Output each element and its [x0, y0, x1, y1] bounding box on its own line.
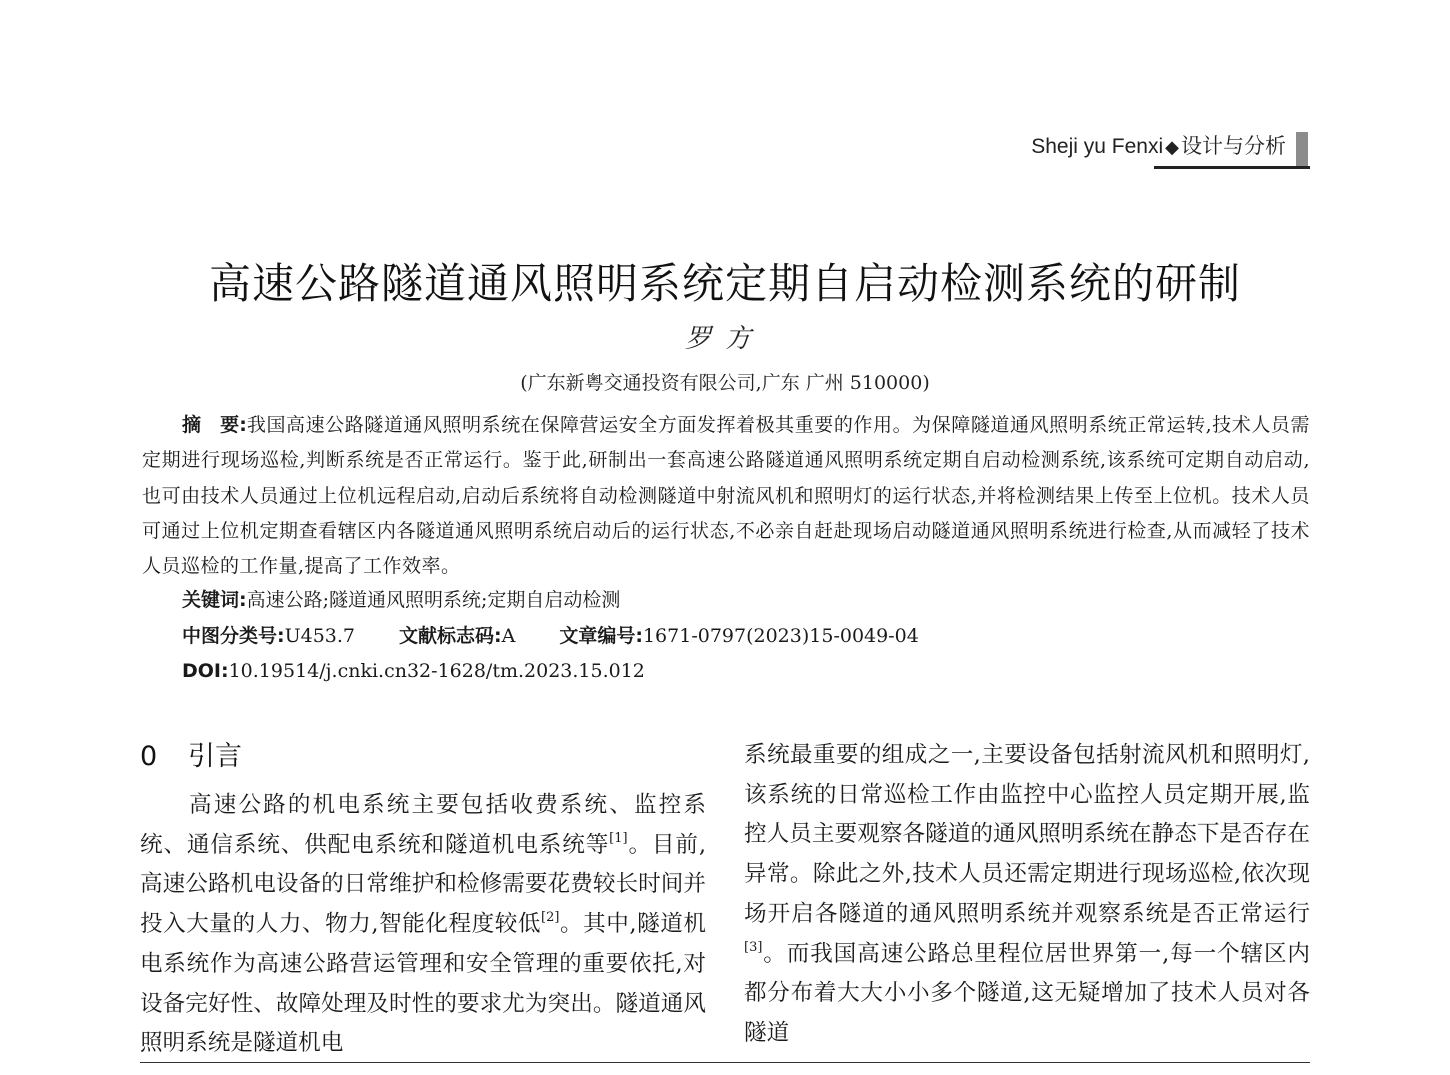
- footnote-rule: [140, 1062, 1310, 1063]
- diamond-icon: ◆: [1165, 137, 1179, 158]
- header-gray-bar: [1296, 132, 1308, 166]
- doi-label: DOI:: [182, 660, 229, 682]
- citation-ref[interactable]: [2]: [541, 910, 560, 926]
- doc-code-label: 文献标志码:: [399, 625, 502, 647]
- body-text: 。其中,隧道机电系统作为高速公路营运管理和安全管理的重要依托,对设备完好性、故障处理及时性的要求尤为突出。隧道通风照明系统是隧道机电: [140, 911, 706, 1057]
- citation-ref[interactable]: [3]: [744, 939, 763, 955]
- keywords-text: 高速公路;隧道通风照明系统;定期自启动检测: [246, 589, 621, 611]
- article-number-label: 文章编号:: [559, 625, 643, 647]
- body-column-right: [744, 736, 1310, 1054]
- header-section-title: 设计与分析: [1181, 135, 1286, 158]
- header-rule: [1154, 166, 1310, 169]
- abstract-label: 摘 要:: [182, 414, 247, 436]
- body-text: 。而我国高速公路总里程位居世界第一,每一个辖区内都分布着大大小小多个隧道,这无疑增加了技术人员对各隧道: [744, 940, 1310, 1046]
- running-header-text: [1031, 132, 1286, 163]
- section-number: 0: [140, 741, 158, 772]
- clc-value: U453.7: [284, 625, 356, 647]
- clc-label: 中图分类号:: [182, 625, 285, 647]
- doi-line: [182, 657, 645, 685]
- body-text: 系统最重要的组成之一,主要设备包括射流风机和照明灯,该系统的日常巡检工作由监控中心监控人员定期开展,监控人员主要观察各隧道的通风照明系统在静态下是否存在异常。除此之外,技术人员还需定期进行现场巡检,依次现场开启各隧道的通风照明系统并观察系统是否正常运行: [744, 742, 1310, 927]
- paper-author: 罗方: [684, 324, 765, 354]
- classification-line: [182, 622, 919, 650]
- citation-ref[interactable]: [1]: [609, 830, 628, 846]
- section-title: 引言: [188, 741, 242, 772]
- body-text: 。目前,高速公路机电设备的日常维护和检修需要花费较长时间并投入大量的人力、物力,智能化程度较低: [140, 831, 706, 938]
- keywords: [182, 586, 620, 614]
- keywords-label: 关键词:: [182, 589, 247, 611]
- article-number-value: 1671-0797(2023)15-0049-04: [642, 625, 919, 647]
- abstract: [142, 408, 1310, 584]
- body-text: 高速公路的机电系统主要包括收费系统、监控系统、通信系统、供配电系统和隧道机电系统等: [140, 792, 706, 858]
- running-header: [1010, 132, 1308, 170]
- doc-code-value: A: [501, 625, 516, 647]
- header-roman-title: Sheji yu Fenxi: [1031, 135, 1164, 158]
- section-heading: [140, 738, 242, 776]
- abstract-text: 我国高速公路隧道通风照明系统在保障营运安全方面发挥着极其重要的作用。为保障隧道通风照明系统正常运转,技术人员需定期进行现场巡检,判断系统是否正常运行。鉴于此,研制出一套高速公路隧道通风照明系统定期自启动检测系统,该系统可定期自动启动,也可由技术人员通过上位机远程启动,启动后系统将自动检测隧道中射流风机和照明灯的运行状态,并将检测结果上传至上位机。技术人员可通过上位机定期查看辖区内各隧道通风照明系统启动后的运行状态,不必亲自赶赴现场启动隧道通风照明系统进行检查,从而减轻了技术人员巡检的工作量,提高了工作效率。: [142, 414, 1311, 578]
- author-affiliation: (广东新粤交通投资有限公司,广东 广州 510000): [520, 372, 930, 394]
- body-column-left: [140, 786, 706, 1064]
- paper-title: 高速公路隧道通风照明系统定期自启动检测系统的研制: [208, 259, 1241, 308]
- doi-value: 10.19514/j.cnki.cn32-1628/tm.2023.15.012: [228, 660, 645, 682]
